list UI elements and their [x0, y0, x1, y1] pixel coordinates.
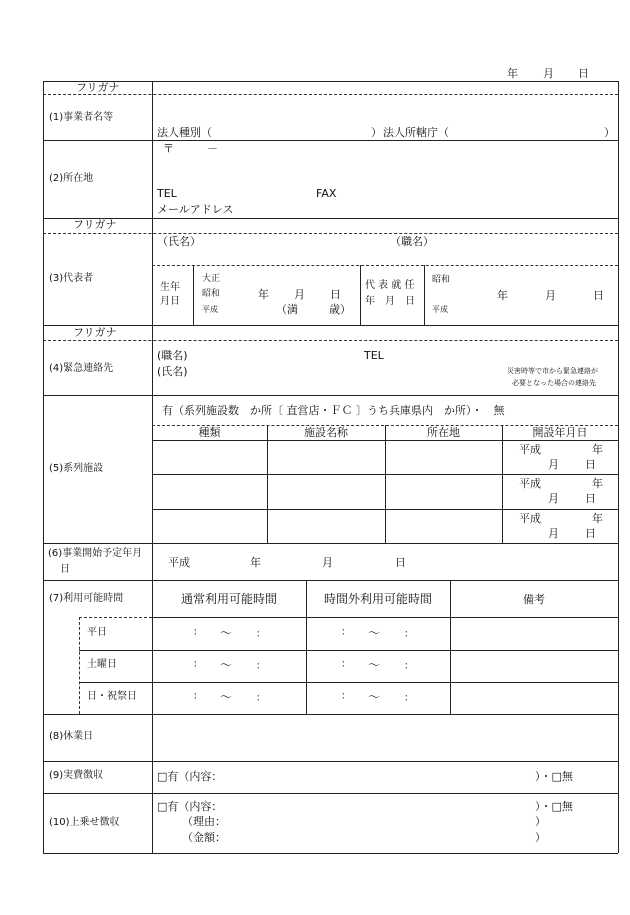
s3-appoint-1: 代 表 就 任: [365, 280, 415, 291]
s5-r1-era: 平成: [519, 443, 541, 456]
s7-r2-tilde-a: ～: [220, 658, 233, 672]
s5-r3-era: 平成: [519, 512, 541, 525]
s7-r3-colon-c: ：: [341, 691, 351, 702]
s7-r1-tilde-a: ～: [220, 626, 233, 640]
s7-label: (7)利用可能時間: [49, 593, 124, 604]
s7-row-holiday: 日・祝祭日: [87, 691, 137, 702]
s7-r1-colon-d: ：: [404, 629, 414, 640]
header-day: 日: [578, 67, 589, 80]
s7-r1-colon-b: ：: [256, 629, 266, 640]
furigana-4: フリガナ: [73, 326, 117, 339]
s3-age-close: 歳）: [329, 303, 351, 316]
s2-fax: FAX: [316, 187, 337, 200]
s7-r2-colon-d: ：: [404, 661, 414, 672]
s5-r1-year: 年: [592, 443, 603, 456]
s3-label: (3)代表者: [49, 273, 94, 284]
s5-col-type: 種類: [198, 426, 221, 439]
s3-year: 年: [258, 288, 269, 301]
s5-r3-year: 年: [592, 512, 603, 525]
s6-year: 年: [250, 556, 261, 569]
s3-day: 日: [330, 288, 341, 301]
s7-r2-colon-b: ：: [256, 661, 266, 672]
s4-label: (4)緊急連絡先: [49, 363, 114, 374]
s10-reason-close: ）: [535, 815, 546, 828]
s7-r3-tilde-a: ～: [220, 690, 233, 704]
s4-tel: TEL: [364, 349, 384, 362]
s6-month: 月: [322, 556, 333, 569]
s5-label: (5)系列施設: [49, 463, 104, 474]
s6-label-2: 日: [60, 564, 70, 575]
s1-corp-office-close: ）: [604, 126, 615, 139]
s6-era: 平成: [168, 556, 190, 569]
s7-r2-colon-a: ：: [193, 659, 203, 670]
s7-col-note: 備考: [523, 593, 545, 606]
s2-tel: TEL: [157, 187, 177, 200]
s7-r3-colon-d: ：: [404, 693, 414, 704]
s3-age-open: （満: [276, 303, 298, 316]
s3-birth-2: 月日: [160, 296, 180, 307]
s5-r1-day: 日: [585, 458, 596, 471]
s10-amount-close: ）: [535, 831, 546, 844]
header-year: 年: [507, 67, 518, 80]
s10-label: (10)上乗せ徴収: [49, 817, 120, 828]
s7-r2-tilde-b: ～: [368, 658, 381, 672]
s5-r1-month: 月: [548, 458, 559, 471]
s7-r1-colon-a: ：: [193, 627, 203, 638]
s3-era-taisho: 大正: [202, 274, 221, 284]
s3-birth-1: 生年: [160, 282, 180, 293]
s5-r2-month: 月: [548, 492, 559, 505]
s8-label: (8)休業日: [49, 731, 94, 742]
s9-label: (9)実費徴収: [49, 770, 104, 781]
s5-r2-era: 平成: [519, 477, 541, 490]
s3-month: 月: [294, 288, 305, 301]
s4-title: (職名): [157, 349, 188, 362]
furigana-1: フリガナ: [76, 81, 120, 94]
s5-r2-year: 年: [592, 477, 603, 490]
s3-appoint-month: 月: [545, 289, 556, 302]
s5-summary: 有（系列施設数 か所〔 直営店・ＦＣ 〕うち兵庫県内 か所）・ 無: [162, 404, 505, 417]
s7-col-extra: 時間外利用可能時間: [323, 592, 432, 606]
s3-appoint-showa: 昭和: [432, 275, 451, 285]
s7-row-weekday: 平日: [87, 627, 107, 638]
s3-name: （氏名）: [157, 235, 201, 248]
s7-r3-tilde-b: ～: [368, 690, 381, 704]
s3-appoint-day: 日: [593, 289, 604, 302]
s5-col-opened: 開設年月日: [532, 426, 588, 439]
s3-era-heisei: 平成: [202, 305, 218, 314]
s3-appoint-year: 年: [497, 289, 508, 302]
postal-mark: 〒: [163, 142, 174, 155]
s6-label-1: (6)事業開始予定年月: [48, 548, 143, 559]
s7-r1-tilde-b: ～: [368, 626, 381, 640]
s4-note-2: 必要となった場合の連絡先: [512, 379, 596, 387]
s3-title: （職名）: [390, 235, 434, 248]
s7-r2-colon-c: ：: [341, 659, 351, 670]
s5-col-name: 施設名称: [304, 426, 348, 439]
s3-era-showa: 昭和: [202, 289, 221, 299]
postal-dash: －: [207, 142, 218, 155]
s3-appoint-2: 年 月 日: [365, 296, 415, 307]
s5-r2-day: 日: [585, 492, 596, 505]
s7-col-normal: 通常利用可能時間: [180, 592, 277, 606]
s2-label: (2)所在地: [49, 173, 94, 184]
header-month: 月: [543, 67, 554, 80]
s1-corp-type-close: ）: [371, 126, 382, 139]
s10-close-no: ）・□無: [535, 800, 573, 813]
s10-yes: □有（内容：: [157, 800, 223, 813]
s10-reason: （理由：: [182, 815, 226, 828]
s9-close-no: ）・□無: [535, 770, 573, 783]
s6-day: 日: [395, 556, 406, 569]
s4-note-1: 災害時等で市から緊急連絡が: [507, 367, 598, 375]
s5-col-address: 所在地: [427, 426, 460, 439]
s7-r1-colon-c: ：: [341, 627, 351, 638]
furigana-3: フリガナ: [73, 218, 117, 231]
s7-row-saturday: 土曜日: [87, 659, 117, 670]
s3-appoint-heisei: 平成: [432, 305, 448, 314]
s2-email: メールアドレス: [157, 203, 234, 216]
s1-corp-type: 法人種別（: [157, 126, 212, 139]
s5-r3-month: 月: [548, 527, 559, 540]
s5-r3-day: 日: [585, 527, 596, 540]
s9-yes: □有（内容：: [157, 770, 223, 783]
s10-amount: （金額：: [182, 831, 226, 844]
s1-label: (1)事業者名等: [49, 112, 114, 123]
s4-name: (氏名): [157, 365, 188, 378]
s7-r3-colon-b: ：: [256, 693, 266, 704]
s1-corp-office: 法人所轄庁（: [383, 126, 449, 139]
s7-r3-colon-a: ：: [193, 691, 203, 702]
